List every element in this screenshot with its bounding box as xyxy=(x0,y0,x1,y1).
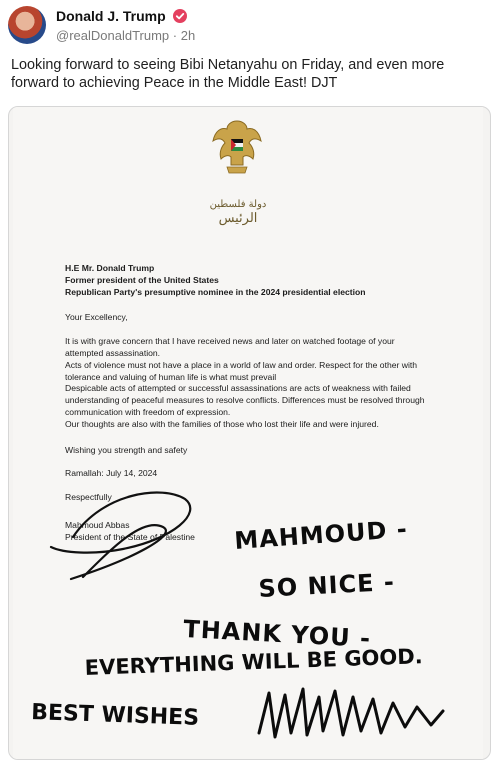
post-timestamp[interactable]: 2h xyxy=(180,28,196,43)
display-name-text[interactable]: Donald J. Trump xyxy=(56,8,166,24)
handwritten-line: SO NICE - xyxy=(257,567,396,603)
letter-paragraph: It is with grave concern that I have received news and later on watched footage of your attempted assassination. xyxy=(65,336,395,358)
post-header xyxy=(8,6,488,46)
addressee-line: Republican Party's presumptive nominee in the 2024 presidential election xyxy=(65,286,366,297)
crest-text-state: دولة فلسطين xyxy=(209,199,267,210)
post-image[interactable] xyxy=(8,106,491,760)
handwritten-line: EVERYTHING WILL BE GOOD. xyxy=(84,644,424,680)
letter-paragraph: Acts of violence must not have a place in a world of law and order. Respect for the other with tolerance and valuing of human life is what must prevail xyxy=(65,359,418,382)
letter-paragraph: Our thoughts are also with the families of those who lost their life and were injured. xyxy=(65,418,379,429)
addressee-line: H.E Mr. Donald Trump xyxy=(65,263,155,273)
handwritten-line: MAHMOUD - xyxy=(233,514,409,555)
handwritten-line: THANK YOU - xyxy=(182,615,372,653)
meta-separator: · xyxy=(172,28,178,43)
letter-document xyxy=(13,107,483,759)
avatar[interactable] xyxy=(8,6,46,44)
signer-name: Mahmoud Abbas xyxy=(65,519,130,530)
signer-title: President of the State of Palestine xyxy=(65,531,195,542)
letter-closing: Respectfully xyxy=(65,492,112,503)
handwritten-note xyxy=(13,107,483,759)
handle-line xyxy=(56,28,195,43)
salutation: Your Excellency, xyxy=(65,312,128,323)
letter-place-date: Ramallah: July 14, 2024 xyxy=(65,468,158,479)
verified-badge-icon xyxy=(173,9,187,23)
letter-paragraph: Despicable acts of attempted or successful assassinations are acts of weakness with failed understanding of peaceful measures to resolve conflicts. Differences must be resolved through communication with freedom of expression. xyxy=(65,383,425,417)
author-display-name[interactable] xyxy=(56,8,187,24)
post-text: Looking forward to seeing Bibi Netanyahu on Friday, and even more forward to achieving Peace in the Middle East! DJT xyxy=(11,57,445,91)
letter-wishes: Wishing you strength and safety xyxy=(65,444,188,455)
crest-text-president: الرئيس xyxy=(218,211,258,226)
handwritten-line: BEST WISHES xyxy=(30,700,200,731)
trump-signature xyxy=(259,689,443,737)
addressee-line: Former president of the United States xyxy=(65,274,219,285)
author-handle[interactable]: @realDonaldTrump xyxy=(56,28,170,43)
